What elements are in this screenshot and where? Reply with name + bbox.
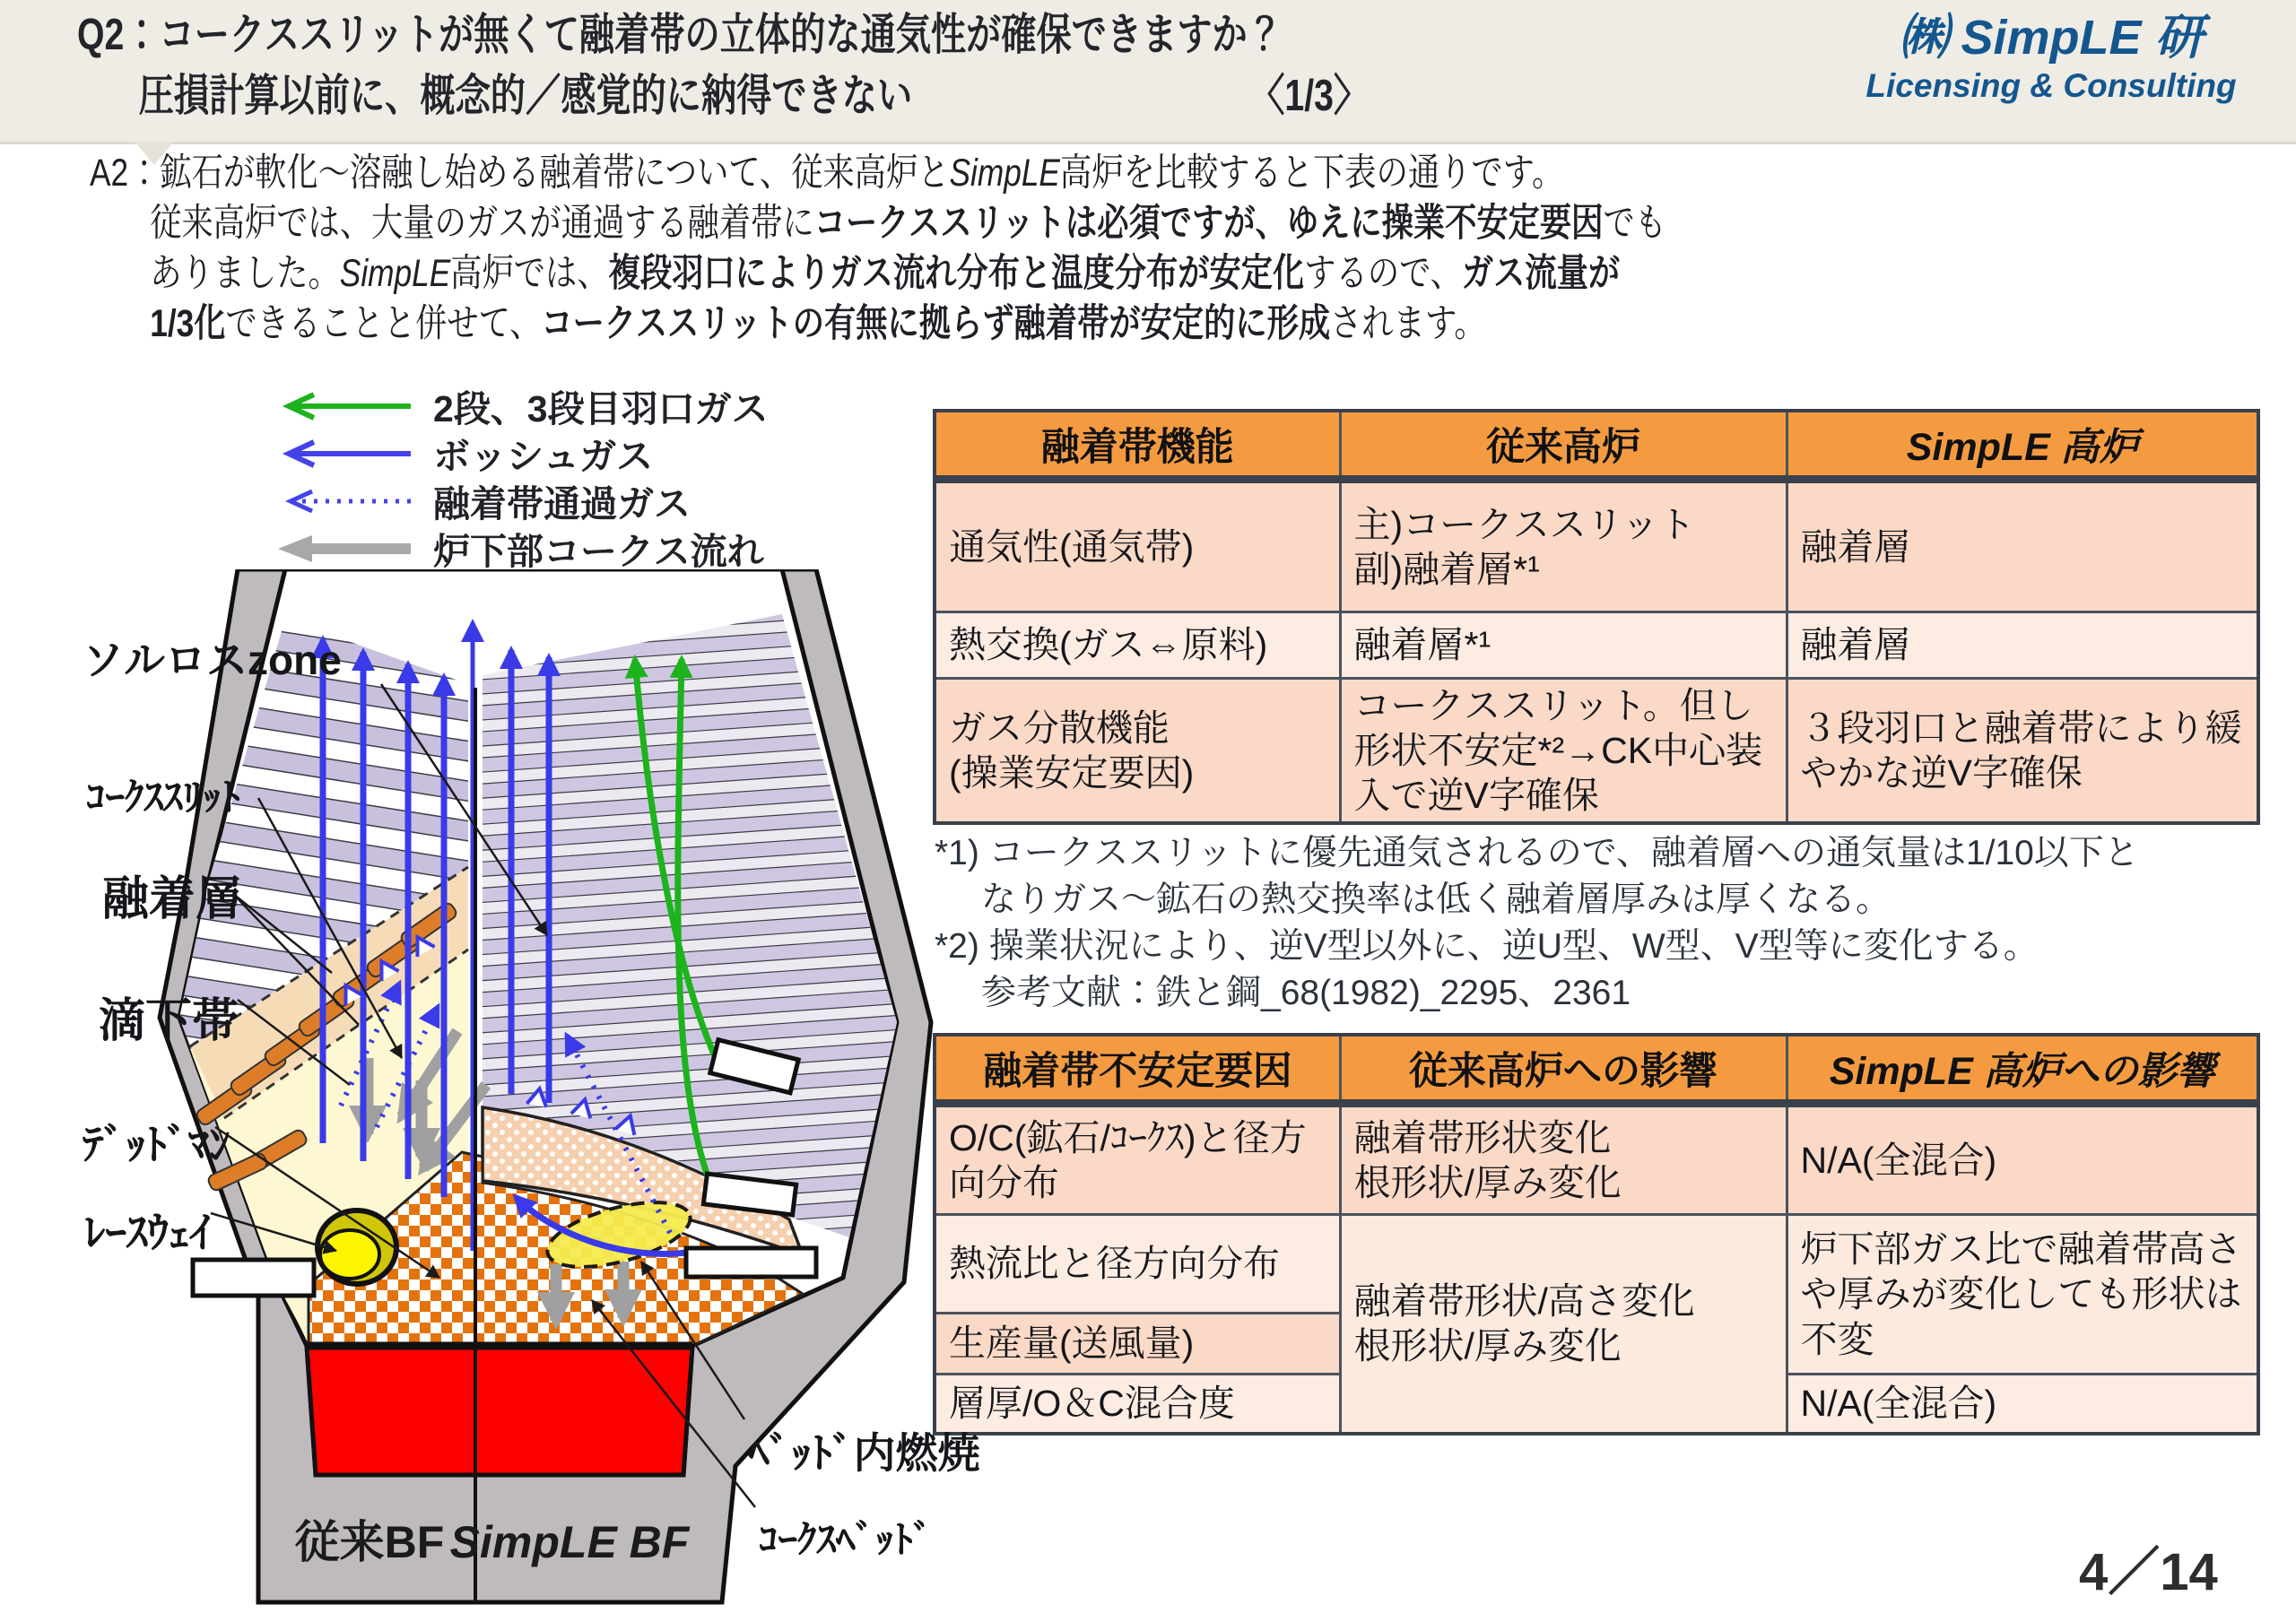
answer-text-bold: 1/3化 <box>150 301 226 345</box>
footnote-1-line1: *1) コークススリットに優先通気されるので、融着層への通気量は1/10以下と <box>935 834 2139 872</box>
legend-item-bosh-gas <box>265 429 769 477</box>
table1-r3c3: ３段羽口と融着帯により緩やかな逆V字確保 <box>1787 679 2258 824</box>
table2-header-row <box>935 1035 2258 1104</box>
table1-r3c2: コークススリット。但し形状不安定*²→CK中心装入で逆V字確保 <box>1340 679 1787 824</box>
answer-text: 鉱石が軟化～溶融し始める融着帯について、従来高炉と <box>160 152 950 195</box>
company-name: ㈱ SimpLE 研 <box>1899 11 2204 65</box>
cell-line: ガス分散機能 <box>949 707 1170 749</box>
page-number: 4／14 <box>2079 1543 2218 1601</box>
label-cohesive-layer: 融着層 <box>102 873 243 925</box>
slide-counter: 〈1/3〉 <box>1249 71 1370 120</box>
legend-label: 炉下部コークス流れ <box>433 531 764 572</box>
answer-line1 <box>90 149 1666 199</box>
label-raceway: ﾚｰｽｳｪｲ <box>84 1209 211 1256</box>
table2-merged-conventional-effect <box>1340 1215 1787 1434</box>
table1-r1c1: 通気性(通気帯) <box>935 480 1340 612</box>
question-line2-text: 圧損計算以前に、概念的／感覚的に納得できない <box>138 71 913 120</box>
answer-line2 <box>90 199 1666 249</box>
label-bed-combustion: ﾍﾞｯﾄﾞ内燃焼 <box>748 1429 980 1477</box>
table2-r1c3: N/A(全混合) <box>1787 1104 2258 1215</box>
table-cohesive-zone-instability <box>933 1033 2260 1436</box>
cell-line: 融着帯形状変化 <box>1353 1116 1612 1158</box>
table2-header-simple: SimpLE 高炉への影響 <box>1787 1035 2258 1104</box>
company-logo <box>1840 9 2262 105</box>
legend-item-through-gas <box>265 477 769 525</box>
label-dripping-zone: 滴下帯 <box>99 995 239 1047</box>
answer-text-bold: ガス流量が <box>1461 251 1621 295</box>
answer-text-italic: SimpLE <box>949 152 1060 195</box>
legend-label: 2段、3段目羽口ガス <box>433 388 769 429</box>
slide-header <box>0 0 2296 144</box>
cell-line: 根形状/厚み変化 <box>1353 1162 1622 1203</box>
table-row <box>935 612 2258 679</box>
question-line1: Q2：コークススリットが無くて融着帯の立体的な通気性が確保できますか？ <box>77 11 1283 59</box>
label-deadman: ﾃﾞｯﾄﾞﾏﾝ <box>83 1121 230 1168</box>
answer-text: 高炉を比較すると下表の通りです。 <box>1059 152 1564 195</box>
answer-text: 従来高炉では、大量のガスが通過する融着帯に <box>150 201 814 245</box>
table1-r1c2 <box>1340 480 1787 612</box>
table1-header-row <box>935 411 2258 480</box>
question-title <box>77 5 1369 126</box>
cell-line: (操業安定要因) <box>949 752 1195 794</box>
cell-line: 融着帯形状/高さ変化 <box>1353 1280 1695 1323</box>
label-solution-loss-zone: ソルロスzone <box>83 637 342 683</box>
table-cohesive-zone-functions <box>933 409 2260 825</box>
green-arrow-icon <box>265 391 422 421</box>
answer-text: されます。 <box>1330 301 1486 345</box>
cell-line: 副)融着層*¹ <box>1353 549 1540 590</box>
table2-r2c1: 熱流比と径方向分布 <box>935 1215 1340 1314</box>
table2-r4c3: N/A(全混合) <box>1787 1375 2258 1434</box>
blue-arrow-icon <box>265 438 422 469</box>
table-row <box>935 480 2258 612</box>
table2-r4c1: 層厚/O＆C混合度 <box>935 1375 1340 1434</box>
cell-line: 主)コークススリット <box>1353 503 1696 545</box>
answer-text: 高炉では、 <box>450 251 609 295</box>
answer-text-bold: コークススリットは必須ですが、ゆえに操業不安定要因 <box>813 201 1604 245</box>
gray-thick-arrow-icon <box>265 533 422 564</box>
table-row <box>935 679 2258 824</box>
table1-r2c3: 融着層 <box>1787 612 2258 679</box>
legend-item-tuyere-gas <box>265 382 769 429</box>
answer-text-bold: コークススリットの有無に拠らず融着帯が安定的に形成 <box>541 301 1331 345</box>
table1-r2c2: 融着層*¹ <box>1340 612 1787 679</box>
table2-merged-simple-effect: 炉下部ガス比で融着帯高さや厚みが変化しても形状は不変 <box>1787 1215 2258 1375</box>
label-conventional-bf: 従来BF <box>294 1517 445 1567</box>
table2-r1c2 <box>1340 1104 1787 1215</box>
answer-label: A2： <box>90 152 161 195</box>
answer-text: ありました。 <box>150 251 340 295</box>
table2-r3c1: 生産量(送風量) <box>935 1314 1340 1375</box>
table1-r1c3: 融着層 <box>1787 480 2258 612</box>
answer-text-italic: SimpLE <box>339 251 451 295</box>
blue-dotted-arrow-icon <box>265 486 422 516</box>
diagram-legend <box>265 382 769 572</box>
table1-header-simple: SimpLE 高炉 <box>1787 411 2258 480</box>
table1-r3c1 <box>935 679 1340 824</box>
label-simple-bf: SimpLE BF <box>449 1517 690 1567</box>
company-tagline: Licensing & Consulting <box>1866 66 2237 104</box>
hearth-liquid <box>307 1346 692 1475</box>
table2-header-factor: 融着帯不安定要因 <box>935 1035 1340 1104</box>
answer-paragraph <box>90 149 1666 350</box>
table-row <box>935 1215 2258 1314</box>
table-row <box>935 1104 2258 1215</box>
table1-header-function: 融着帯機能 <box>935 411 1340 480</box>
question-line2 <box>77 66 1369 127</box>
footnote-1-line2: なりガス～鉱石の熱交換率は低く融着層厚みは厚くなる。 <box>981 880 1892 919</box>
answer-line3 <box>90 249 1666 299</box>
answer-text: するので、 <box>1304 251 1462 295</box>
table1-header-conventional: 従来高炉 <box>1340 411 1787 480</box>
footnote-2-line2: 参考文献：鉄と鋼_68(1982)_2295、2361 <box>981 973 1631 1012</box>
answer-line4 <box>90 299 1666 350</box>
footnote-2-line1: *2) 操業状況により、逆V型以外に、逆U型、W型、V型等に変化する。 <box>935 926 2039 966</box>
legend-label: 融着帯通過ガス <box>433 483 691 525</box>
label-coke-slit: ｺｰｸｽｽﾘｯﾄ <box>86 776 240 820</box>
answer-text-bold: 複段羽口によりガス流れ分布と温度分布が安定化 <box>608 251 1305 295</box>
label-coke-bed: ｺｰｸｽﾍﾞｯﾄﾞ <box>759 1519 933 1562</box>
footnotes <box>935 830 2139 1016</box>
answer-text: でも <box>1603 201 1666 245</box>
legend-label: ボッシュガス <box>433 436 654 477</box>
table2-r1c1: O/C(鉱石/ｺｰｸｽ)と径方向分布 <box>935 1104 1340 1215</box>
answer-text: できることと併せて、 <box>225 301 542 345</box>
table2-header-conventional: 従来高炉への影響 <box>1340 1035 1787 1104</box>
legend-item-coke-flow <box>265 525 769 572</box>
cell-line: 根形状/厚み変化 <box>1353 1325 1622 1367</box>
table1-r2c1: 熱交換(ガス⇔原料) <box>935 612 1340 679</box>
